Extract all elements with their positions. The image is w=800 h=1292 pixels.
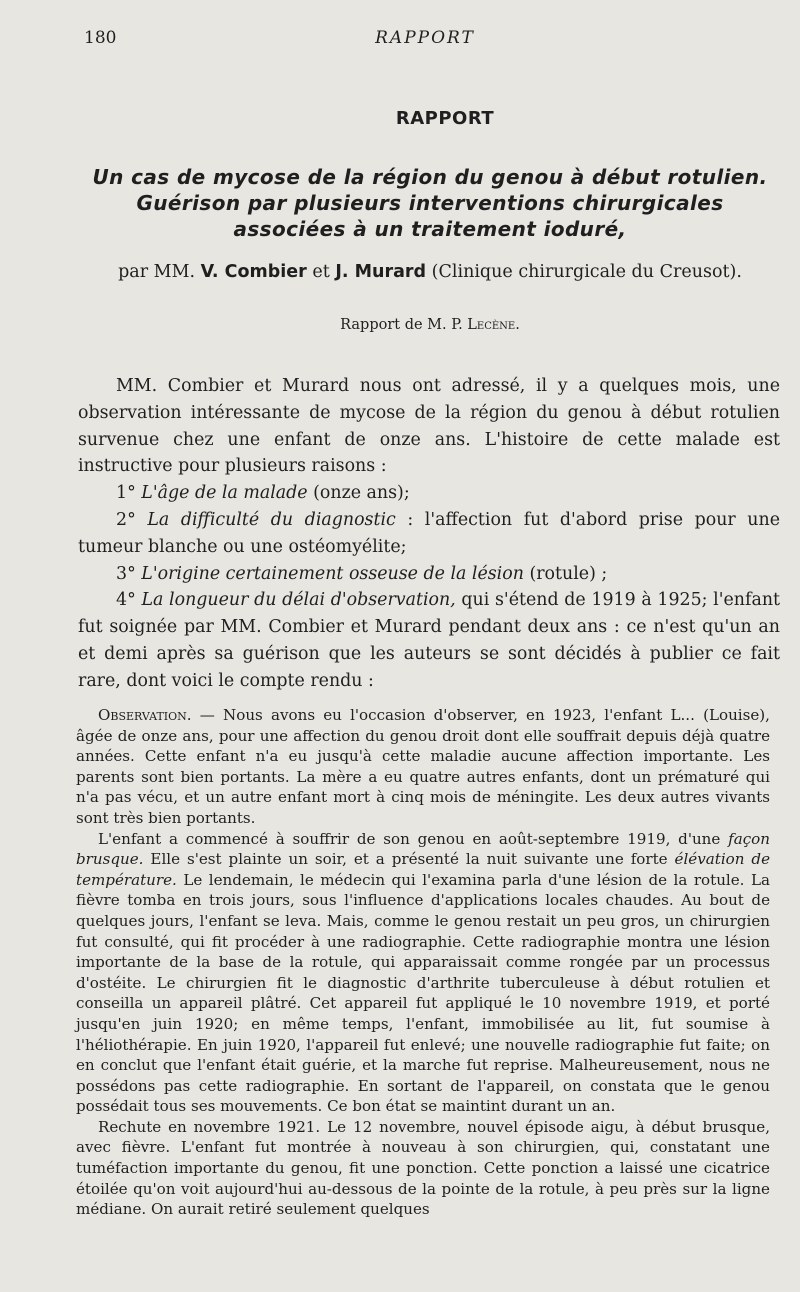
running-header <box>80 28 770 52</box>
reason-2-text: : l'affection fut d'abord prise pour une tumeur blanche ou une ostéomyélite; <box>78 509 780 557</box>
author-2: J. Murard <box>335 262 427 282</box>
observation-p2-text-b: Elle s'est plainte un soir, et a présenté la nuit suivante une forte <box>150 850 668 869</box>
reason-4-emphasis: La longueur du délai d'observation, <box>141 590 456 611</box>
observation-p2-emphasis-1: façon brusque. <box>76 829 770 869</box>
article-title-line-2: Guérison par plusieurs interventions chirurgicales <box>136 191 724 215</box>
authors-line <box>80 262 780 282</box>
page-number: 180 <box>84 28 117 48</box>
author-1: V. Combier <box>200 262 307 282</box>
authors-and: et <box>312 262 330 282</box>
reason-3-text: (rotule) ; <box>529 563 608 584</box>
observation-p2-emphasis-2: élévation de température. <box>76 850 770 889</box>
authors-prefix: par MM. <box>118 262 196 282</box>
observation-label: Observation. <box>98 706 192 724</box>
reason-1-text: (onze ans); <box>313 483 410 504</box>
reason-3-number: 3° <box>116 563 136 584</box>
affiliation: (Clinique chirurgicale du Creusot). <box>431 262 742 282</box>
article-title <box>80 164 780 242</box>
rapporteur-line <box>80 317 780 333</box>
reason-item-2 <box>78 507 780 561</box>
reason-1-number: 1° <box>116 483 136 504</box>
reason-item-3 <box>78 561 780 588</box>
reason-2-number: 2° <box>116 509 136 530</box>
section-title: RAPPORT <box>395 108 495 129</box>
reason-1-emphasis: L'âge de la malade <box>141 483 308 504</box>
observation-p2-text-c: Le lendemain, le médecin qui l'examina parla d'une lésion de la rotule. La fièvre tomba en trois jours, sous l'influence d'applications locales chaudes. Au bout de quelques jours, l'enfant se leva. Mais, comme le genou restait un peu gros, un chirurgien fut consulté, qui fit procéder à une radiographie. Cette radiographie montra une lésion importante de la base de la rotule, qui apparaissait comme rongée par un processus d'ostéite. Le chirurgien fit le diagnostic d'arthrite tuberculeuse à début rotulien et conseilla un appareil plâtré. Cet appareil fut appliqué le 10 novembre 1919, et porté jusqu'en juin 1920; en même temps, l'enfant, immobilisée au lit, fut soumise à l'héliothérapie. En juin 1920, l'appareil fut enlevé; une nouvelle radiographie fut faite; on en conclut que l'enfant était guérie, et la marche fut reprise. Malheureusement, nous ne possédons pas cette radiographie. En sortant de l'appareil, on constata que le genou possédait tous ses mouvements. Ce bon état se maintint durant un an. <box>76 870 770 1116</box>
reason-4-number: 4° <box>116 590 136 611</box>
rapporteur-prefix: Rapport de M. P. <box>340 317 463 333</box>
reason-2-emphasis: La difficulté du diagnostic <box>147 509 396 530</box>
reason-item-1 <box>78 480 780 507</box>
intro-paragraph: MM. Combier et Murard nous ont adressé, il y a quelques mois, une observation intéressante de mycose de la région du genou à début rotulien survenue chez une enfant de onze ans. L'histoire de cette malade est instructive pour plusieurs raisons : <box>78 376 780 477</box>
running-title: RAPPORT <box>375 28 475 48</box>
observation-paragraph-2 <box>76 829 770 1117</box>
reason-3-emphasis: L'origine certainement osseuse de la lésion <box>141 563 524 584</box>
observation-paragraph-1 <box>76 705 770 829</box>
intro-text <box>78 373 780 695</box>
observation-section <box>76 705 770 1220</box>
article-title-line-1: Un cas de mycose de la région du genou à début rotulien. <box>92 165 768 189</box>
observation-p2-text-a: L'enfant a commencé à souffrir de son genou en août-septembre 1919, d'une <box>98 829 721 848</box>
reason-item-4 <box>78 587 780 694</box>
article-title-line-3: associées à un traitement ioduré, <box>233 217 627 241</box>
observation-p1-text: — Nous avons eu l'occasion d'observer, en 1923, l'enfant L... (Louise), âgée de onze ans, pour une affection du genou droit dont elle souffrait depuis déjà quatre années. Cette enfant n'a eu jusqu'à cette maladie aucune affection importante. Les parents sont bien portants. La mère a eu quatre autres enfants, dont un prématuré qui n'a pas vécu, et un autre enfant mort à cinq mois de méningite. Les deux autres vivants sont très bien portants. <box>76 706 770 827</box>
rapporteur-name: Lecène. <box>467 317 520 333</box>
observation-paragraph-3: Rechute en novembre 1921. Le 12 novembre, nouvel épisode aigu, à début brusque, avec fièvre. L'enfant fut montrée à nouveau à son chirurgien, qui, constatant une tuméfaction importante du genou, fit une ponction. Cette ponction a laissé une cicatrice étoilée qu'on voit aujourd'hui au-dessous de la pointe de la rotule, à peu près sur la ligne médiane. On aurait retiré seulement quelques <box>76 1117 770 1219</box>
reason-4-text: qui s'étend de 1919 à 1925; l'enfant fut soignée par MM. Combier et Murard pendant deux ans : ce n'est qu'un an et demi après sa guérison que les auteurs se sont décidés à publier ce fait rare, dont voici le compte rendu : <box>78 590 781 691</box>
